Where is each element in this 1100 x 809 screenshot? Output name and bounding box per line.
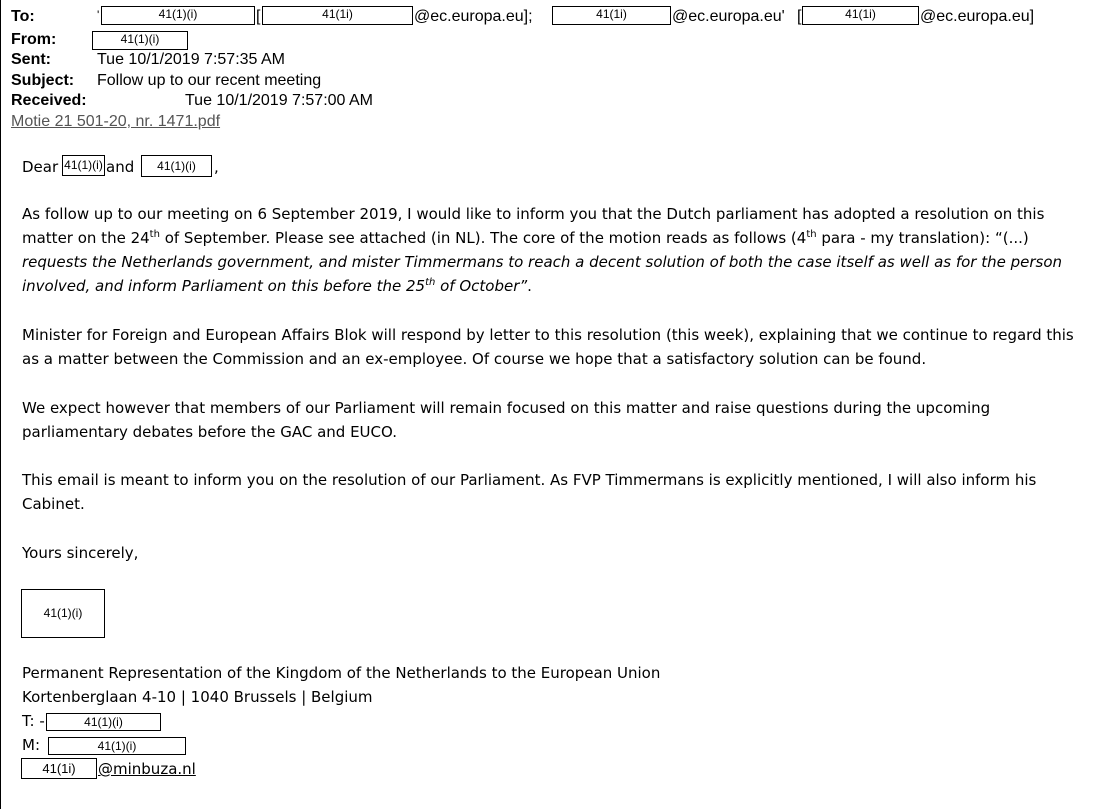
- greeting-line: [22, 155, 58, 179]
- ordinal-suffix: th: [425, 277, 436, 288]
- motion-quote: requests the Netherlands government, and mister Timmermans to reach a decent solution of both the case itself as well as for the person involved, and inform Parliament on this before the 25: [22, 253, 1063, 295]
- redaction-box: 41(1)(i): [62, 155, 105, 176]
- motion-quote: of October”: [435, 277, 528, 295]
- received-label: Received:: [11, 92, 87, 109]
- redaction-box: 41(1)(i): [46, 713, 161, 731]
- signature-redaction-box: 41(1)(i): [21, 589, 105, 638]
- ordinal-suffix: th: [149, 229, 160, 240]
- body-paragraph: [22, 468, 1092, 516]
- p1-text: As follow up to our meeting on 6 September 2019, I would like to inform you that the Dutch parliament has adopted a resolution on this matter on the 24: [22, 205, 1045, 247]
- signature-phone-label: T: -: [22, 712, 45, 730]
- p4-text: This email is meant to inform you on the resolution of our Parliament. As FVP Timmermans is explicitly mentioned, I will also inform his Cabinet.: [22, 471, 1037, 513]
- body-paragraph: [22, 202, 1092, 298]
- p1-text: of September. Please see attached (in NL). The core of the motion reads as follows (4: [159, 229, 807, 247]
- to-bracket: [: [256, 8, 261, 25]
- greeting-comma: ,: [214, 158, 219, 176]
- p2-text: Minister for Foreign and European Affairs Blok will respond by letter to this resolution (this week), explaining that we continue to regard this as a matter between the Commission and an ex-employee. Of course we hope that a satisfactory solution can be found.: [22, 326, 1074, 368]
- to-address-suffix: @ec.europa.eu]: [920, 8, 1035, 25]
- greeting-dear: Dear: [22, 158, 59, 176]
- redaction-box: 41(1i): [552, 6, 671, 25]
- closing-text: Yours sincerely,: [22, 544, 139, 562]
- attachment-link[interactable]: Motie 21 501-20, nr. 1471.pdf: [11, 113, 221, 130]
- redaction-box: 41(1)(i): [48, 737, 186, 755]
- redaction-box: 41(1)(i): [92, 31, 188, 50]
- sent-label: Sent:: [11, 51, 51, 68]
- redaction-box: 41(1)(i): [141, 155, 212, 177]
- to-label: To:: [11, 8, 35, 25]
- subject-label: Subject:: [11, 72, 75, 89]
- signature-email-link[interactable]: @minbuza.nl: [98, 760, 196, 778]
- to-bracket: [: [797, 8, 802, 25]
- redaction-box: 41(1i): [21, 758, 97, 779]
- redaction-box: 41(1)(i): [101, 6, 255, 25]
- p1-text: .: [527, 277, 532, 295]
- redaction-box: 41(1i): [802, 6, 919, 25]
- signature-address: Kortenberglaan 4-10 | 1040 Brussels | Belgium: [22, 688, 373, 706]
- redaction-box: 41(1i): [262, 6, 413, 25]
- p3-text: We expect however that members of our Parliament will remain focused on this matter and raise questions during the upcoming parliamentary debates before the GAC and EUCO.: [22, 399, 991, 441]
- page-left-border: [0, 0, 1, 809]
- sent-value: Tue 10/1/2019 7:57:35 AM: [97, 51, 285, 68]
- ordinal-suffix: th: [806, 229, 817, 240]
- greeting-and: and: [106, 158, 135, 176]
- closing: [22, 541, 1092, 565]
- signature-org: Permanent Representation of the Kingdom of the Netherlands to the European Union: [22, 664, 661, 682]
- body-paragraph: [22, 323, 1092, 371]
- from-label: From:: [11, 31, 57, 48]
- signature-mobile-label: M:: [22, 736, 40, 754]
- received-value: Tue 10/1/2019 7:57:00 AM: [185, 92, 373, 109]
- to-address-suffix: @ec.europa.eu': [672, 8, 785, 25]
- to-address-suffix: @ec.europa.eu];: [414, 8, 533, 25]
- p1-text: para - my translation): “(...): [816, 229, 1029, 247]
- body-paragraph: [22, 396, 1092, 444]
- to-quote-mark: ': [97, 8, 100, 22]
- subject-value: Follow up to our recent meeting: [97, 72, 322, 89]
